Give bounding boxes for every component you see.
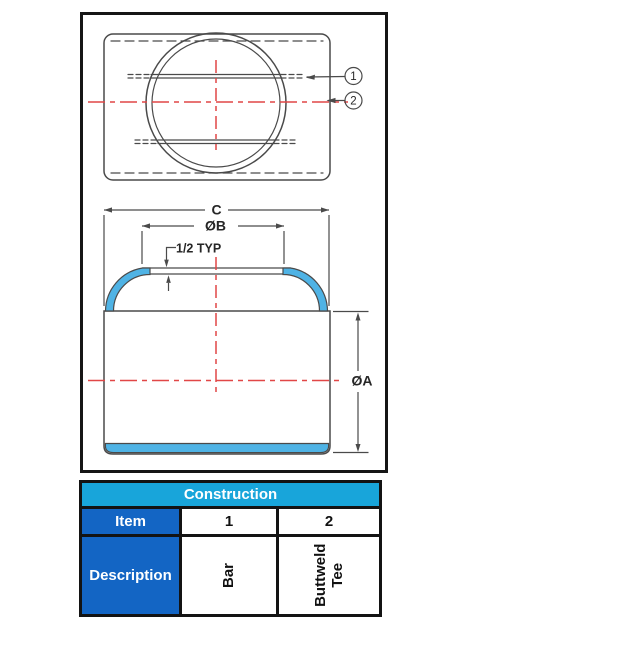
item-1-cell: 1 xyxy=(182,509,279,537)
item-2-cell: 2 xyxy=(279,509,379,537)
dim-ob-label: ØB xyxy=(205,217,226,234)
description-2-cell xyxy=(279,537,379,614)
item-header-cell: Item xyxy=(82,509,182,537)
dim-oa-label: ØA xyxy=(351,372,373,389)
tee-body-front xyxy=(104,311,330,454)
balloon-1-label: 1 xyxy=(350,71,357,83)
dimension-half-typ xyxy=(164,242,221,292)
description-1-text: Bar xyxy=(220,562,238,589)
tee-body-plan xyxy=(104,34,330,180)
description-2-text: Buttweld Tee xyxy=(311,543,346,608)
branch-outer-circle xyxy=(146,33,286,173)
table-title: Construction xyxy=(82,483,379,509)
bar-upper xyxy=(128,75,304,79)
dim-c-label: C xyxy=(211,201,222,218)
dim-half-typ-label: 1/2 TYP xyxy=(176,241,222,256)
right-flank-highlight xyxy=(283,268,328,311)
description-header-cell: Description xyxy=(82,537,182,614)
bar-lower xyxy=(135,140,297,144)
description-1-cell xyxy=(182,537,279,614)
balloon-2-label: 2 xyxy=(350,95,357,108)
item-row xyxy=(82,509,379,537)
construction-table xyxy=(79,480,382,617)
left-flank-highlight xyxy=(106,268,151,311)
callout-1 xyxy=(306,68,362,85)
dimension-oa xyxy=(333,312,373,453)
description-row xyxy=(82,537,379,614)
top-view xyxy=(88,33,348,180)
bottom-highlight-strip xyxy=(105,444,328,453)
front-view xyxy=(88,257,344,454)
callout-2 xyxy=(327,92,363,109)
